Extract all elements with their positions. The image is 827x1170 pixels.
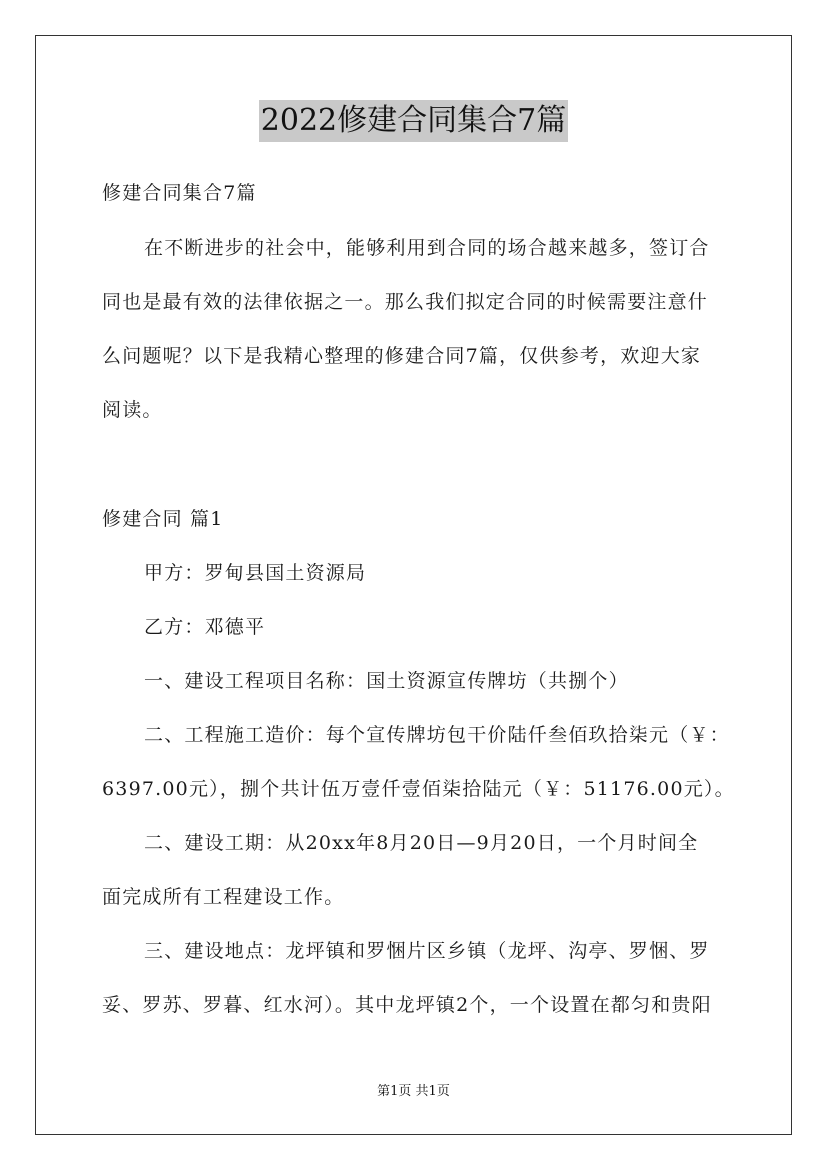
party-b: 乙方：邓德平 bbox=[144, 616, 266, 638]
document-subtitle: 修建合同集合7篇 bbox=[102, 182, 257, 204]
clause-location-line-1: 三、建设地点：龙坪镇和罗悃片区乡镇（龙坪、沟亭、罗悃、罗 bbox=[144, 940, 710, 962]
title-container bbox=[0, 100, 827, 142]
intro-line-4: 阅读。 bbox=[102, 399, 163, 421]
clause-cost-line-2: 6397.00元），捌个共计伍万壹仟壹佰柒拾陆元（￥：51176.00元）。 bbox=[102, 778, 735, 800]
intro-line-3: 么问题呢？以下是我精心整理的修建合同7篇，仅供参考，欢迎大家 bbox=[102, 345, 702, 367]
document-title: 2022修建合同集合7篇 bbox=[259, 100, 568, 142]
clause-period-line-1: 二、建设工期：从20xx年8月20日—9月20日，一个月时间全 bbox=[144, 832, 699, 854]
page-footer: 第1页 共1页 bbox=[377, 1084, 450, 1099]
intro-line-2: 同也是最有效的法律依据之一。那么我们拟定合同的时候需要注意什 bbox=[102, 291, 709, 313]
intro-line-1: 在不断进步的社会中，能够利用到合同的场合越来越多，签订合 bbox=[144, 237, 710, 259]
clause-period-line-2: 面完成所有工程建设工作。 bbox=[102, 886, 345, 908]
clause-project-name: 一、建设工程项目名称：国土资源宣传牌坊（共捌个） bbox=[144, 670, 629, 692]
clause-location-line-2: 妥、罗苏、罗暮、红水河）。其中龙坪镇2个，一个设置在都匀和贵阳 bbox=[102, 994, 712, 1016]
party-a: 甲方：罗甸县国土资源局 bbox=[144, 562, 367, 584]
clause-cost-line-1: 二、工程施工造价：每个宣传牌坊包干价陆仟叁佰玖拾柒元（￥： bbox=[144, 724, 730, 746]
section-heading: 修建合同 篇1 bbox=[102, 508, 224, 530]
